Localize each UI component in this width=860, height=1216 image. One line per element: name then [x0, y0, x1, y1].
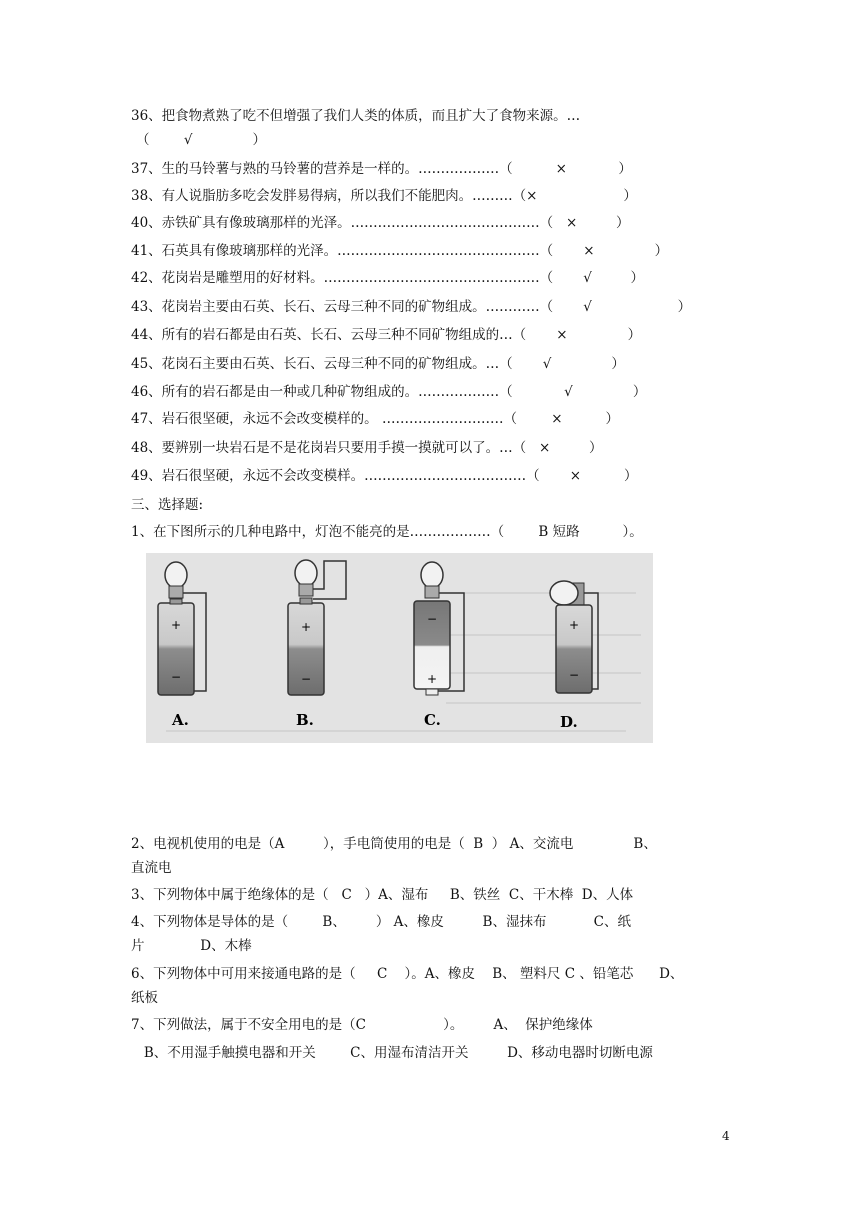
tf-line-37: 37、生的马铃薯与熟的马铃薯的营养是一样的。………………（ × ） [131, 161, 632, 177]
tf-line-36: 36、把食物煮熟了吃不但增强了我们人类的体质，而且扩大了食物来源。… [131, 108, 581, 124]
figure-label-d: D. [560, 713, 578, 731]
mc-line-7-cont: B、不用湿手触摸电器和开关 C、用湿布清洁开关 D、移动电器时切断电源 [131, 1045, 653, 1061]
tf-line-44: 44、所有的岩石都是由石英、长石、云母三种不同矿物组成的…（ × ） [131, 327, 642, 343]
circuit-c [414, 562, 464, 729]
circuit-b [288, 560, 346, 729]
mc-line-7: 7、下列做法，属于不安全用电的是（C ）。 A、 保护绝缘体 [131, 1017, 593, 1033]
tf-line-38: 38、有人说脂肪多吃会发胖易得病，所以我们不能肥肉。………（× ） [131, 188, 637, 204]
svg-text:−: − [301, 672, 312, 686]
mc-line-2: 2、电视机使用的电是（A ），手电筒使用的电是（ B ） A、交流电 B、 [131, 836, 657, 852]
tf-line-47: 47、岩石很坚硬，永远不会改变模样的。 ………………………（ × ） [131, 411, 620, 427]
mc-line-2-cont: 直流电 [131, 860, 172, 876]
figure-label-c: C. [424, 711, 441, 729]
mc-line-6-cont: 纸板 [131, 990, 158, 1006]
svg-text:−: − [569, 668, 580, 682]
tf-line-40: 40、赤铁矿具有像玻璃那样的光泽。……………………………………（ × ） [131, 215, 630, 231]
question-1: 1、在下图所示的几种电路中，灯泡不能亮的是………………（ B 短路 ）。 [131, 524, 643, 540]
svg-text:+: + [569, 618, 580, 632]
mc-line-6: 6、下列物体中可用来接通电路的是（ C ）。A、橡皮 B、 塑料尺 C 、铅笔芯 D、 [131, 966, 684, 982]
tf-line-49: 49、岩石很坚硬，永远不会改变模样。………………………………（ × ） [131, 468, 638, 484]
tf-line-43: 43、花岗岩主要由石英、长石、云母三种不同的矿物组成。…………（ √ ） [131, 299, 692, 315]
tf-line-42: 42、花岗岩是雕塑用的好材料。…………………………………………（ √ ） [131, 270, 644, 286]
tf-line-46: 46、所有的岩石都是由一种或几种矿物组成的。………………（ √ ） [131, 384, 647, 400]
circuit-figure [146, 553, 653, 743]
tf-line-36-answer: （ √ ） [136, 132, 267, 148]
figure-label-b: B. [296, 711, 314, 729]
page-number: 4 [722, 1129, 730, 1143]
figure-label-a: A. [172, 711, 189, 729]
mc-line-4: 4、下列物体是导体的是（ B、 ） A、橡皮 B、湿抹布 C、纸 [131, 914, 631, 930]
svg-text:+: + [301, 620, 312, 634]
circuit-d [550, 581, 598, 731]
svg-text:+: + [171, 618, 182, 632]
tf-line-45: 45、花岗石主要由石英、长石、云母三种不同的矿物组成。…（ √ ） [131, 356, 625, 372]
svg-text:−: − [171, 670, 182, 684]
tf-line-41: 41、石英具有像玻璃那样的光泽。………………………………………（ × ） [131, 243, 669, 259]
mc-line-3: 3、下列物体中属于绝缘体的是（ C ）A、湿布 B、铁丝 C、干木棒 D、人体 [131, 887, 634, 903]
section-title: 三、选择题: [131, 497, 204, 513]
circuit-a [158, 562, 206, 729]
mc-line-4-cont: 片 D、木棒 [131, 938, 252, 954]
tf-line-48: 48、要辨别一块岩石是不是花岗岩只要用手摸一摸就可以了。…（ × ） [131, 440, 603, 456]
svg-text:+: + [427, 672, 438, 686]
svg-text:−: − [427, 612, 438, 626]
